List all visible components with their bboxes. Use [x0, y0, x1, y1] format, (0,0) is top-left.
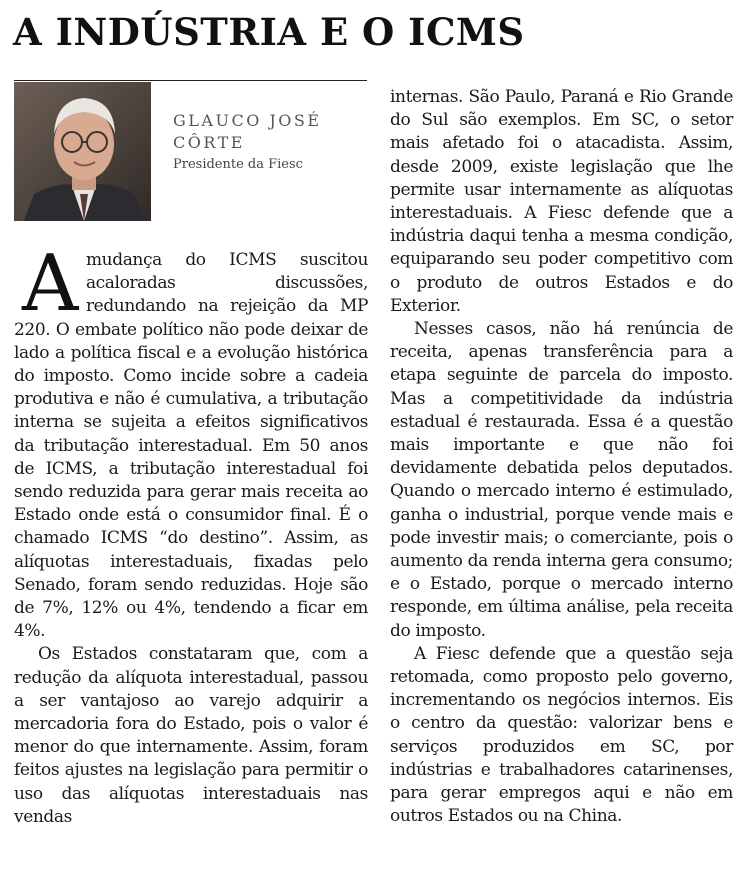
author-role: Presidente da Fiesc	[173, 157, 303, 172]
paragraph-text: mudança do ICMS suscitou acaloradas discussões, redundando na rejeição da MP 220. O embate político não pode deixar de lado a política fiscal e a evolução histórica do imposto. Como incide sobre a cadeia produtiva e não é cumulativa, a tributação interna se sujeita a efeitos significativos da tributação interestadual. Em 50 anos de ICMS, a tributação interestadual foi sendo reduzida para gerar mais receita ao Estado onde está o consumidor final. É o chamado ICMS “do destino”. Assim, as alíquotas interestaduais, fixadas pelo Senado, foram sendo reduzidas. Hoje são de 7%, 12% ou 4%, tendendo a ficar em 4%.	[14, 250, 368, 642]
article-paragraph: A Fiesc defende que a questão seja retomada, como proposto pelo governo, incrementando os negócios internos. Eis o centro da questão: valorizar bens e serviços produzidos em SC, por indústrias e trabalhadores catarinenses, para gerar empregos aqui e não em outros Estados ou na China.	[390, 643, 733, 827]
headline: A INDÚSTRIA E O ICMS	[13, 10, 525, 54]
article-paragraph: Nesses casos, não há renúncia de receita, apenas transferência para a etapa seguinte de parcela do imposto. Mas a competitividade da indústria estadual é restaurada. Essa é a questão mais importante e que não foi devidamente debatida pelos deputados. Quando o mercado interno é estimulado, ganha o industrial, porque vende mais e pode investir mais; o comerciante, pois o aumento da renda interna gera consumo; e o Estado, porque o mercado interno responde, em última análise, pela receita do imposto.	[390, 319, 733, 641]
author-name: GLAUCO JOSÉ CÔRTE	[173, 111, 322, 152]
author-photo	[14, 82, 151, 221]
article-paragraph: internas. São Paulo, Paraná e Rio Grande do Sul são exemplos. Em SC, o setor mais afetado foi o atacadista. Assim, desde 2009, existe legislação que lhe permite usar internamente as alíquotas interestaduais. A Fiesc defende que a indústria daqui tenha a mesma condição, equiparando seu poder competitivo com o produto de outros Estados e do Exterior.	[390, 87, 733, 316]
article-column-right	[390, 86, 733, 829]
header-rule	[14, 80, 367, 81]
author-byline	[173, 110, 363, 172]
drop-cap: A	[22, 239, 78, 329]
article-paragraph: Os Estados constataram que, com a redução da alíquota interestadual, passou a ser vantajoso ao varejo adquirir a mercadoria fora do Estado, pois o valor é menor do que internamente. Assim, foram feitos ajustes na legislação para permitir o uso das alíquotas interestaduais nas vendas	[14, 644, 368, 827]
article-column-left	[14, 239, 368, 829]
author-portrait-image	[14, 82, 151, 221]
article-paragraph	[14, 239, 368, 643]
